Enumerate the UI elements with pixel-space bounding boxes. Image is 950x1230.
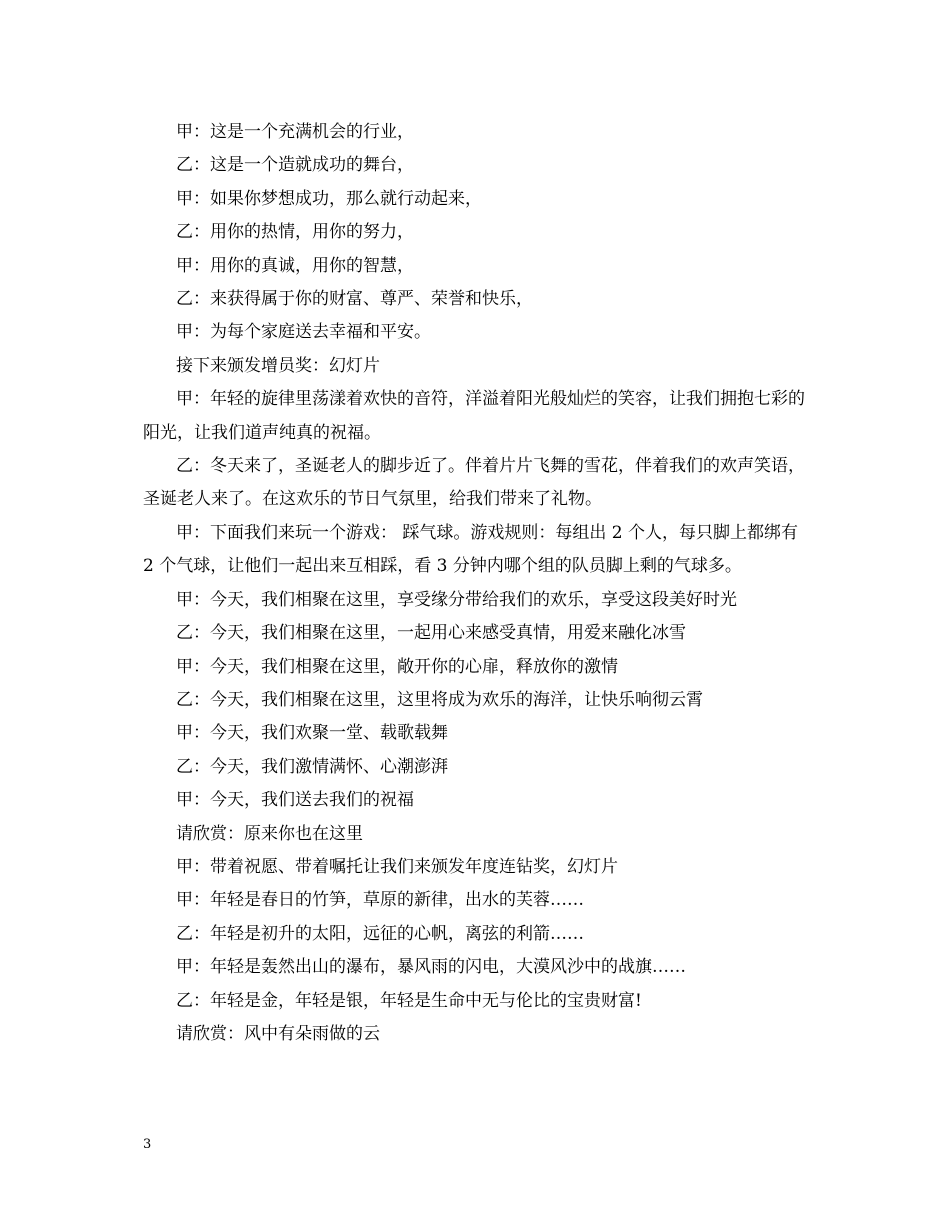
paragraph: 乙：今天，我们激情满怀、心潮澎湃 [176, 756, 448, 777]
paragraph: 甲：今天，我们欢聚一堂、载歌载舞 [176, 723, 448, 744]
paragraph: 甲：用你的真诚，用你的智慧， [176, 255, 414, 276]
paragraph: 甲：下面我们来玩一个游戏： 踩气球。游戏规则：每组出 2 个人，每只脚上都绑有 2 个气球，让他们一起出来互相踩，看 3 分钟内哪个组的队员脚上剩的气球多。 [143, 522, 799, 577]
paragraph: 请欣赏：原来你也在这里 [176, 823, 363, 844]
paragraph: 甲：带着祝愿、带着嘱托让我们来颁发年度连钻奖，幻灯片 [176, 856, 618, 877]
paragraph: 甲：今天，我们送去我们的祝福 [176, 790, 414, 811]
paragraph: 甲：年轻是春日的竹笋，草原的新律，出水的芙蓉…… [176, 890, 584, 911]
document-body [143, 116, 813, 1051]
paragraph: 甲：如果你梦想成功，那么就行动起来， [176, 188, 482, 209]
page-number: 3 [143, 1137, 152, 1152]
paragraph: 乙：来获得属于你的财富、尊严、荣誉和快乐， [176, 289, 533, 310]
paragraph: 甲：今天，我们相聚在这里，敞开你的心扉，释放你的激情 [176, 656, 618, 677]
paragraph: 甲：年轻是轰然出山的瀑布，暴风雨的闪电，大漠风沙中的战旗…… [176, 957, 686, 978]
paragraph: 乙：冬天来了，圣诞老人的脚步近了。伴着片片飞舞的雪花，伴着我们的欢声笑语，圣诞老人来了。在这欢乐的节日气氛里，给我们带来了礼物。 [143, 456, 805, 510]
paragraph: 甲：年轻的旋律里荡漾着欢快的音符，洋溢着阳光般灿烂的笑容，让我们拥抱七彩的阳光，让我们道声纯真的祝福。 [143, 389, 805, 443]
paragraph: 甲：今天，我们相聚在这里，享受缘分带给我们的欢乐，享受这段美好时光 [176, 589, 737, 610]
paragraph: 乙：用你的热情，用你的努力， [176, 222, 414, 243]
paragraph: 甲：为每个家庭送去幸福和平安。 [176, 322, 431, 343]
paragraph: 乙：今天，我们相聚在这里，这里将成为欢乐的海洋，让快乐响彻云霄 [176, 689, 703, 710]
paragraph: 乙：这是一个造就成功的舞台， [176, 155, 414, 176]
paragraph: 乙：年轻是初升的太阳，远征的心帆，离弦的利箭…… [176, 923, 584, 944]
paragraph: 接下来颁发增员奖：幻灯片 [176, 355, 380, 376]
paragraph: 甲：这是一个充满机会的行业， [176, 122, 414, 142]
paragraph: 请欣赏：风中有朵雨做的云 [176, 1023, 380, 1044]
paragraph: 乙：年轻是金，年轻是银，年轻是生命中无与伦比的宝贵财富! [176, 990, 642, 1011]
paragraph: 乙：今天，我们相聚在这里，一起用心来感受真情，用爱来融化冰雪 [176, 623, 686, 644]
